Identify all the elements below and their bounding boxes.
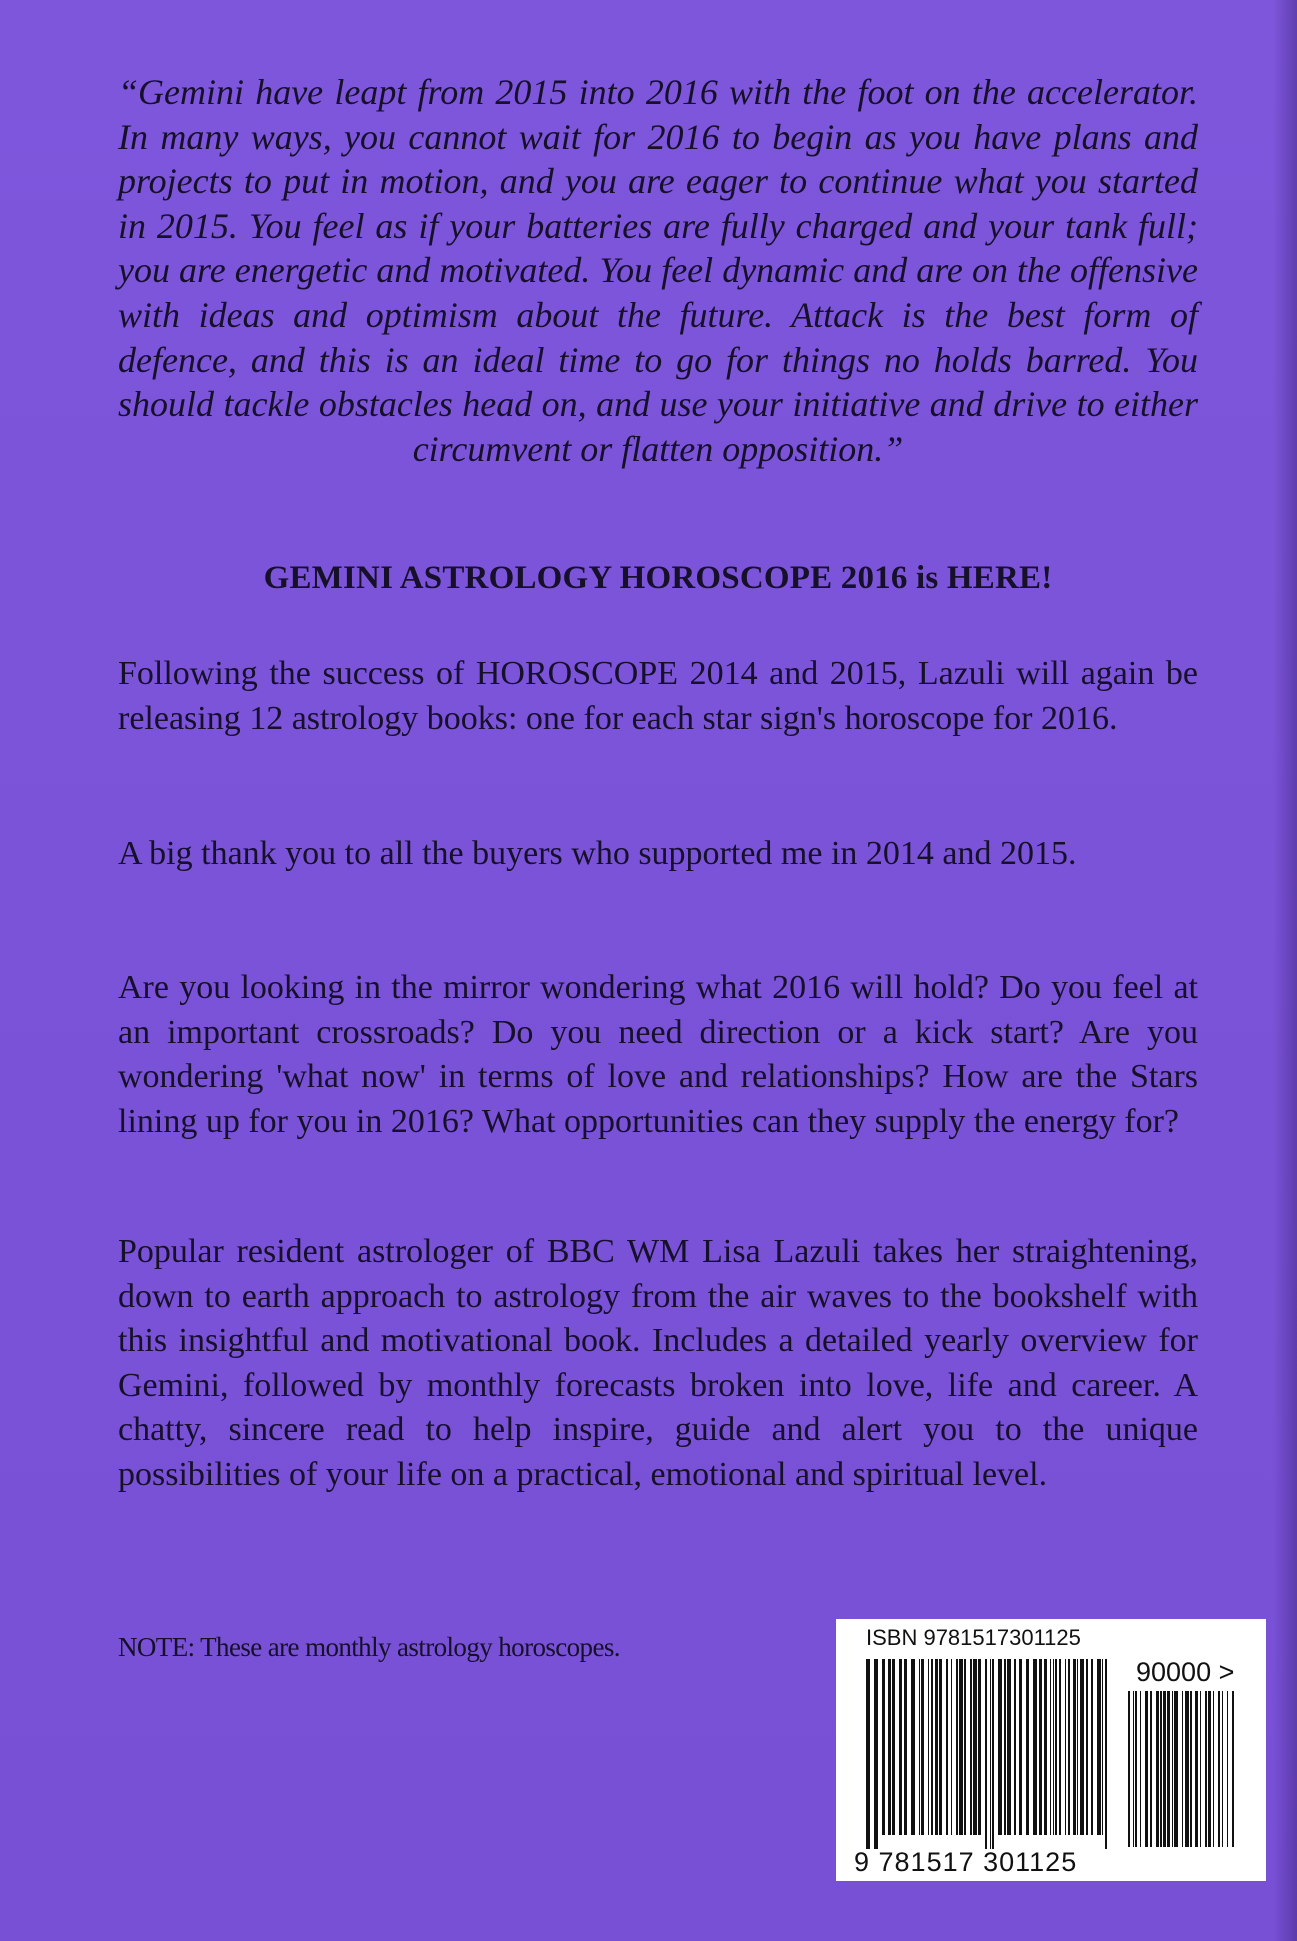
barcode-bar (970, 1659, 972, 1835)
barcode-bar (1055, 1659, 1057, 1835)
barcode-bar (946, 1659, 948, 1835)
barcode-bar (1050, 1659, 1051, 1835)
barcode-bar (1086, 1659, 1088, 1835)
barcode-bar (1167, 1691, 1170, 1847)
barcode-bar (1044, 1659, 1047, 1835)
barcode-bar (1133, 1691, 1134, 1847)
barcode-bar (1059, 1659, 1061, 1835)
ean-barcode-bars (864, 1659, 1114, 1849)
barcode-bar (1128, 1691, 1130, 1847)
barcode-bar (1218, 1691, 1220, 1847)
barcode-bar (1172, 1691, 1173, 1847)
barcode-bar (1073, 1659, 1076, 1835)
barcode-bar (882, 1659, 885, 1835)
barcode-bar (1105, 1659, 1107, 1849)
barcode-bar (935, 1659, 938, 1835)
barcode-bar (1156, 1691, 1159, 1847)
barcode-bar (1208, 1691, 1211, 1847)
barcode-bar (1068, 1659, 1070, 1835)
barcode-bar (992, 1659, 994, 1849)
barcode-bar (1033, 1659, 1037, 1835)
barcode-bar (874, 1659, 878, 1849)
barcode-bar (866, 1659, 870, 1849)
barcode-bar (1200, 1691, 1201, 1847)
barcode-bar (1150, 1691, 1152, 1847)
paragraph-questions: Are you looking in the mirror wondering what 2016 will hold? Do you feel at an important crossroads? Do you need direction or a kick start? Are you wondering 'what now' in terms of love and relationships? How are the Stars lining up for you in 2016? What opportunities can they supply the energy for? (118, 969, 1198, 1140)
isbn-barcode (836, 1619, 1266, 1881)
barcode-bar (1195, 1691, 1198, 1847)
barcode-bar (959, 1659, 963, 1835)
barcode-bar (990, 1659, 991, 1849)
barcode-bar (919, 1659, 920, 1835)
barcode-bar (964, 1659, 966, 1835)
price-code: 90000 > (1136, 1657, 1235, 1687)
barcode-bar (1007, 1659, 1011, 1835)
barcode-bar (951, 1659, 952, 1835)
barcode-bar (904, 1659, 907, 1835)
barcode-bar (931, 1659, 933, 1835)
barcode-bar (928, 1659, 929, 1835)
barcode-bar (1077, 1659, 1078, 1835)
barcode-bar (911, 1659, 915, 1835)
barcode-bar (985, 1659, 987, 1849)
ean-digits: 9 781517 301125 (854, 1847, 1078, 1877)
barcode-bar (1205, 1691, 1207, 1847)
barcode-bar (1102, 1659, 1103, 1835)
barcode-bar (1039, 1659, 1042, 1835)
barcode-bar (939, 1659, 942, 1835)
barcode-bar (1140, 1691, 1141, 1847)
barcode-bar (1190, 1691, 1192, 1847)
barcode-bar (1232, 1691, 1234, 1847)
barcode-bar (1053, 1659, 1054, 1835)
barcode-bar (1160, 1691, 1162, 1847)
barcode-bar (1135, 1691, 1137, 1847)
paragraph-thanks: A big thank you to all the buyers who supported me in 2014 and 2015. (118, 835, 1077, 872)
barcode-bar (1065, 1659, 1066, 1835)
barcode-bar (1174, 1691, 1178, 1847)
barcode-bar (1019, 1659, 1022, 1835)
headline: GEMINI ASTROLOGY HOROSCOPE 2016 is HERE! (263, 560, 1053, 596)
barcode-bar (892, 1659, 895, 1835)
addon-barcode-bars (1126, 1691, 1236, 1861)
barcode-bar (1145, 1691, 1148, 1847)
barcode-bar (973, 1659, 977, 1835)
barcode-bar (1185, 1691, 1189, 1847)
barcode-bar (1026, 1659, 1029, 1835)
paragraph-intro: Following the success of HOROSCOPE 2014 and 2015, Lazuli will again be releasing 12 astrology books: one for each star sign's horoscope for 2016. (118, 655, 1198, 737)
barcode-bar (956, 1659, 958, 1835)
barcode-bar (921, 1659, 924, 1835)
note-text: NOTE: These are monthly astrology horoscopes. (118, 1632, 620, 1662)
barcode-bar (1080, 1659, 1084, 1835)
barcode-bar (998, 1659, 1002, 1835)
barcode-bar (1097, 1659, 1101, 1835)
paragraph-author: Popular resident astrologer of BBC WM Lisa Lazuli takes her straightening, down to earth approach to astrology from the air waves to the bookshelf with this insightful and motivational book. Includes a detailed yearly overview for Gemini, followed by monthly forecasts broken into love, life and career. A chatty, sincere read to help inspire, guide and alert you to the unique possibilities of your life on a practical, emotional and spiritual level. (118, 1233, 1198, 1493)
barcode-bar (899, 1659, 902, 1835)
spine-shadow (1273, 0, 1297, 1941)
barcode-bar (1222, 1691, 1223, 1847)
barcode-bar (888, 1659, 891, 1835)
barcode-bar (1227, 1691, 1228, 1847)
barcode-bar (1163, 1691, 1166, 1847)
barcode-bar (978, 1659, 981, 1835)
barcode-bar (1213, 1691, 1214, 1847)
barcode-bar (1091, 1659, 1093, 1835)
pull-quote: “Gemini have leapt from 2015 into 2016 with the foot on the accelerator. In many ways, you cannot wait for 2016 to begin as you have plans and projects to put in motion, and you are eager to continue what you started in 2015. You feel as if your batteries are fully charged and your tank full; you are energetic and motivated. You feel dynamic and are on the offensive with ideas and optimism about the future. Attack is the best form of defence, and this is an ideal time to go for things no holds barred. You should tackle obstacles head on, and use your initiative and drive to either circumvent or flatten opposition.” (118, 72, 1198, 469)
isbn-label: ISBN 9781517301125 (866, 1625, 1081, 1650)
barcode-bar (1182, 1691, 1183, 1847)
barcode-bar (1004, 1659, 1006, 1835)
barcode-bar (1014, 1659, 1016, 1835)
